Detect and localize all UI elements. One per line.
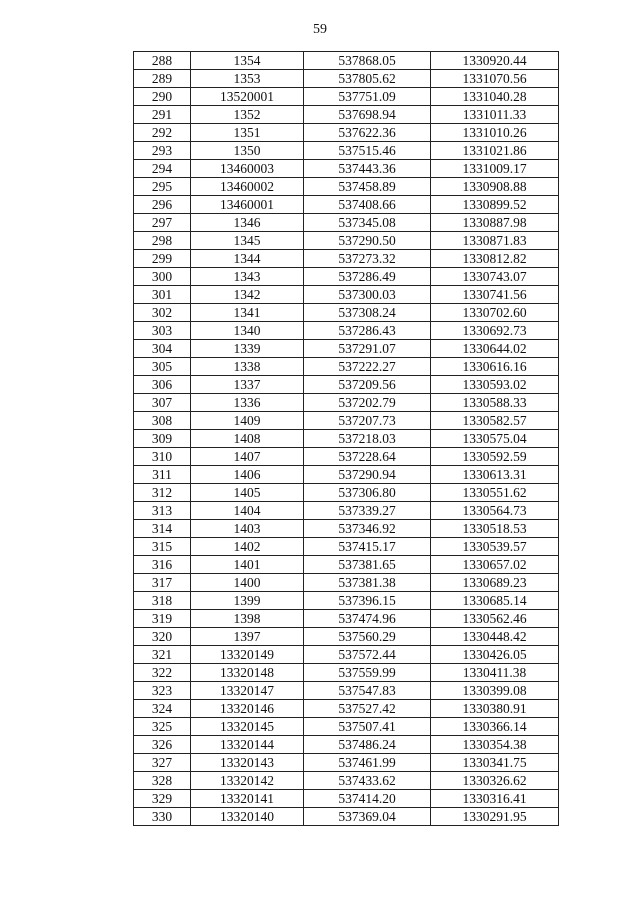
point-id-cell: 13320145 bbox=[191, 718, 304, 736]
y-coordinate-cell: 1330593.02 bbox=[431, 376, 559, 394]
point-id-cell: 1398 bbox=[191, 610, 304, 628]
y-coordinate-cell: 1330899.52 bbox=[431, 196, 559, 214]
x-coordinate-cell: 537209.56 bbox=[304, 376, 431, 394]
point-id-cell: 13320144 bbox=[191, 736, 304, 754]
y-coordinate-cell: 1331021.86 bbox=[431, 142, 559, 160]
x-coordinate-cell: 537286.49 bbox=[304, 268, 431, 286]
row-number-cell: 290 bbox=[134, 88, 191, 106]
y-coordinate-cell: 1330692.73 bbox=[431, 322, 559, 340]
point-id-cell: 1401 bbox=[191, 556, 304, 574]
row-number-cell: 289 bbox=[134, 70, 191, 88]
table-row bbox=[134, 142, 559, 160]
row-number-cell: 308 bbox=[134, 412, 191, 430]
row-number-cell: 324 bbox=[134, 700, 191, 718]
table-row bbox=[134, 538, 559, 556]
point-id-cell: 13460001 bbox=[191, 196, 304, 214]
row-number-cell: 327 bbox=[134, 754, 191, 772]
x-coordinate-cell: 537339.27 bbox=[304, 502, 431, 520]
row-number-cell: 312 bbox=[134, 484, 191, 502]
y-coordinate-cell: 1330399.08 bbox=[431, 682, 559, 700]
x-coordinate-cell: 537273.32 bbox=[304, 250, 431, 268]
point-id-cell: 1351 bbox=[191, 124, 304, 142]
y-coordinate-cell: 1331070.56 bbox=[431, 70, 559, 88]
x-coordinate-cell: 537381.38 bbox=[304, 574, 431, 592]
table-row bbox=[134, 88, 559, 106]
row-number-cell: 326 bbox=[134, 736, 191, 754]
x-coordinate-cell: 537396.15 bbox=[304, 592, 431, 610]
x-coordinate-cell: 537300.03 bbox=[304, 286, 431, 304]
y-coordinate-cell: 1331011.33 bbox=[431, 106, 559, 124]
table-row bbox=[134, 430, 559, 448]
point-id-cell: 1400 bbox=[191, 574, 304, 592]
x-coordinate-cell: 537507.41 bbox=[304, 718, 431, 736]
table-row bbox=[134, 394, 559, 412]
table-row bbox=[134, 664, 559, 682]
y-coordinate-cell: 1331009.17 bbox=[431, 160, 559, 178]
point-id-cell: 13460002 bbox=[191, 178, 304, 196]
y-coordinate-cell: 1330551.62 bbox=[431, 484, 559, 502]
table-row bbox=[134, 268, 559, 286]
row-number-cell: 296 bbox=[134, 196, 191, 214]
y-coordinate-cell: 1330613.31 bbox=[431, 466, 559, 484]
y-coordinate-cell: 1330588.33 bbox=[431, 394, 559, 412]
row-number-cell: 293 bbox=[134, 142, 191, 160]
x-coordinate-cell: 537228.64 bbox=[304, 448, 431, 466]
x-coordinate-cell: 537527.42 bbox=[304, 700, 431, 718]
y-coordinate-cell: 1330354.38 bbox=[431, 736, 559, 754]
coordinates-table bbox=[133, 51, 559, 826]
y-coordinate-cell: 1330562.46 bbox=[431, 610, 559, 628]
page-number: 59 bbox=[313, 22, 327, 37]
table-row bbox=[134, 754, 559, 772]
point-id-cell: 1397 bbox=[191, 628, 304, 646]
coordinates-table-body bbox=[134, 52, 559, 826]
point-id-cell: 13320143 bbox=[191, 754, 304, 772]
point-id-cell: 1342 bbox=[191, 286, 304, 304]
x-coordinate-cell: 537868.05 bbox=[304, 52, 431, 70]
table-row bbox=[134, 808, 559, 826]
table-row bbox=[134, 340, 559, 358]
point-id-cell: 1407 bbox=[191, 448, 304, 466]
point-id-cell: 13320140 bbox=[191, 808, 304, 826]
y-coordinate-cell: 1330426.05 bbox=[431, 646, 559, 664]
row-number-cell: 318 bbox=[134, 592, 191, 610]
x-coordinate-cell: 537486.24 bbox=[304, 736, 431, 754]
y-coordinate-cell: 1330689.23 bbox=[431, 574, 559, 592]
y-coordinate-cell: 1330887.98 bbox=[431, 214, 559, 232]
y-coordinate-cell: 1330644.02 bbox=[431, 340, 559, 358]
x-coordinate-cell: 537458.89 bbox=[304, 178, 431, 196]
row-number-cell: 310 bbox=[134, 448, 191, 466]
y-coordinate-cell: 1330564.73 bbox=[431, 502, 559, 520]
x-coordinate-cell: 537308.24 bbox=[304, 304, 431, 322]
point-id-cell: 1339 bbox=[191, 340, 304, 358]
row-number-cell: 306 bbox=[134, 376, 191, 394]
y-coordinate-cell: 1330908.88 bbox=[431, 178, 559, 196]
y-coordinate-cell: 1330616.16 bbox=[431, 358, 559, 376]
row-number-cell: 297 bbox=[134, 214, 191, 232]
x-coordinate-cell: 537560.29 bbox=[304, 628, 431, 646]
point-id-cell: 13460003 bbox=[191, 160, 304, 178]
y-coordinate-cell: 1330741.56 bbox=[431, 286, 559, 304]
x-coordinate-cell: 537222.27 bbox=[304, 358, 431, 376]
table-row bbox=[134, 178, 559, 196]
row-number-cell: 305 bbox=[134, 358, 191, 376]
x-coordinate-cell: 537286.43 bbox=[304, 322, 431, 340]
row-number-cell: 288 bbox=[134, 52, 191, 70]
row-number-cell: 329 bbox=[134, 790, 191, 808]
x-coordinate-cell: 537515.46 bbox=[304, 142, 431, 160]
y-coordinate-cell: 1330812.82 bbox=[431, 250, 559, 268]
row-number-cell: 299 bbox=[134, 250, 191, 268]
table-row bbox=[134, 124, 559, 142]
x-coordinate-cell: 537290.94 bbox=[304, 466, 431, 484]
table-row bbox=[134, 376, 559, 394]
x-coordinate-cell: 537369.04 bbox=[304, 808, 431, 826]
x-coordinate-cell: 537207.73 bbox=[304, 412, 431, 430]
row-number-cell: 314 bbox=[134, 520, 191, 538]
row-number-cell: 292 bbox=[134, 124, 191, 142]
table-row bbox=[134, 646, 559, 664]
x-coordinate-cell: 537559.99 bbox=[304, 664, 431, 682]
point-id-cell: 1354 bbox=[191, 52, 304, 70]
row-number-cell: 328 bbox=[134, 772, 191, 790]
y-coordinate-cell: 1331040.28 bbox=[431, 88, 559, 106]
y-coordinate-cell: 1330341.75 bbox=[431, 754, 559, 772]
point-id-cell: 1353 bbox=[191, 70, 304, 88]
row-number-cell: 301 bbox=[134, 286, 191, 304]
point-id-cell: 1408 bbox=[191, 430, 304, 448]
table-row bbox=[134, 448, 559, 466]
table-row bbox=[134, 718, 559, 736]
y-coordinate-cell: 1330743.07 bbox=[431, 268, 559, 286]
point-id-cell: 13320141 bbox=[191, 790, 304, 808]
x-coordinate-cell: 537751.09 bbox=[304, 88, 431, 106]
y-coordinate-cell: 1330518.53 bbox=[431, 520, 559, 538]
x-coordinate-cell: 537572.44 bbox=[304, 646, 431, 664]
point-id-cell: 1337 bbox=[191, 376, 304, 394]
y-coordinate-cell: 1330685.14 bbox=[431, 592, 559, 610]
row-number-cell: 309 bbox=[134, 430, 191, 448]
point-id-cell: 1343 bbox=[191, 268, 304, 286]
row-number-cell: 316 bbox=[134, 556, 191, 574]
table-row bbox=[134, 790, 559, 808]
row-number-cell: 311 bbox=[134, 466, 191, 484]
y-coordinate-cell: 1331010.26 bbox=[431, 124, 559, 142]
point-id-cell: 1338 bbox=[191, 358, 304, 376]
point-id-cell: 1341 bbox=[191, 304, 304, 322]
point-id-cell: 1350 bbox=[191, 142, 304, 160]
table-row bbox=[134, 610, 559, 628]
table-row bbox=[134, 214, 559, 232]
x-coordinate-cell: 537461.99 bbox=[304, 754, 431, 772]
point-id-cell: 1409 bbox=[191, 412, 304, 430]
row-number-cell: 319 bbox=[134, 610, 191, 628]
x-coordinate-cell: 537415.17 bbox=[304, 538, 431, 556]
table-row bbox=[134, 592, 559, 610]
y-coordinate-cell: 1330575.04 bbox=[431, 430, 559, 448]
x-coordinate-cell: 537346.92 bbox=[304, 520, 431, 538]
point-id-cell: 13320147 bbox=[191, 682, 304, 700]
y-coordinate-cell: 1330366.14 bbox=[431, 718, 559, 736]
table-row bbox=[134, 358, 559, 376]
point-id-cell: 1336 bbox=[191, 394, 304, 412]
x-coordinate-cell: 537345.08 bbox=[304, 214, 431, 232]
y-coordinate-cell: 1330448.42 bbox=[431, 628, 559, 646]
point-id-cell: 1402 bbox=[191, 538, 304, 556]
y-coordinate-cell: 1330539.57 bbox=[431, 538, 559, 556]
row-number-cell: 313 bbox=[134, 502, 191, 520]
x-coordinate-cell: 537622.36 bbox=[304, 124, 431, 142]
y-coordinate-cell: 1330920.44 bbox=[431, 52, 559, 70]
table-row bbox=[134, 502, 559, 520]
point-id-cell: 1406 bbox=[191, 466, 304, 484]
row-number-cell: 323 bbox=[134, 682, 191, 700]
x-coordinate-cell: 537547.83 bbox=[304, 682, 431, 700]
x-coordinate-cell: 537433.62 bbox=[304, 772, 431, 790]
x-coordinate-cell: 537805.62 bbox=[304, 70, 431, 88]
y-coordinate-cell: 1330411.38 bbox=[431, 664, 559, 682]
table-row bbox=[134, 700, 559, 718]
x-coordinate-cell: 537698.94 bbox=[304, 106, 431, 124]
point-id-cell: 1399 bbox=[191, 592, 304, 610]
table-row bbox=[134, 196, 559, 214]
row-number-cell: 325 bbox=[134, 718, 191, 736]
x-coordinate-cell: 537408.66 bbox=[304, 196, 431, 214]
row-number-cell: 330 bbox=[134, 808, 191, 826]
table-row bbox=[134, 250, 559, 268]
table-row bbox=[134, 556, 559, 574]
x-coordinate-cell: 537381.65 bbox=[304, 556, 431, 574]
table-row bbox=[134, 304, 559, 322]
table-row bbox=[134, 682, 559, 700]
table-row bbox=[134, 484, 559, 502]
point-id-cell: 1345 bbox=[191, 232, 304, 250]
row-number-cell: 304 bbox=[134, 340, 191, 358]
x-coordinate-cell: 537290.50 bbox=[304, 232, 431, 250]
point-id-cell: 13320149 bbox=[191, 646, 304, 664]
point-id-cell: 1403 bbox=[191, 520, 304, 538]
table-row bbox=[134, 574, 559, 592]
x-coordinate-cell: 537306.80 bbox=[304, 484, 431, 502]
table-row bbox=[134, 772, 559, 790]
y-coordinate-cell: 1330326.62 bbox=[431, 772, 559, 790]
table-row bbox=[134, 106, 559, 124]
x-coordinate-cell: 537443.36 bbox=[304, 160, 431, 178]
row-number-cell: 303 bbox=[134, 322, 191, 340]
x-coordinate-cell: 537218.03 bbox=[304, 430, 431, 448]
y-coordinate-cell: 1330380.91 bbox=[431, 700, 559, 718]
row-number-cell: 300 bbox=[134, 268, 191, 286]
point-id-cell: 13320146 bbox=[191, 700, 304, 718]
table-row bbox=[134, 628, 559, 646]
point-id-cell: 1404 bbox=[191, 502, 304, 520]
row-number-cell: 294 bbox=[134, 160, 191, 178]
row-number-cell: 291 bbox=[134, 106, 191, 124]
point-id-cell: 13320148 bbox=[191, 664, 304, 682]
row-number-cell: 321 bbox=[134, 646, 191, 664]
x-coordinate-cell: 537291.07 bbox=[304, 340, 431, 358]
row-number-cell: 298 bbox=[134, 232, 191, 250]
point-id-cell: 1340 bbox=[191, 322, 304, 340]
point-id-cell: 1405 bbox=[191, 484, 304, 502]
table-row bbox=[134, 70, 559, 88]
x-coordinate-cell: 537202.79 bbox=[304, 394, 431, 412]
row-number-cell: 302 bbox=[134, 304, 191, 322]
row-number-cell: 295 bbox=[134, 178, 191, 196]
table-row bbox=[134, 322, 559, 340]
y-coordinate-cell: 1330592.59 bbox=[431, 448, 559, 466]
row-number-cell: 315 bbox=[134, 538, 191, 556]
row-number-cell: 307 bbox=[134, 394, 191, 412]
point-id-cell: 1344 bbox=[191, 250, 304, 268]
y-coordinate-cell: 1330871.83 bbox=[431, 232, 559, 250]
y-coordinate-cell: 1330291.95 bbox=[431, 808, 559, 826]
table-row bbox=[134, 232, 559, 250]
table-row bbox=[134, 412, 559, 430]
y-coordinate-cell: 1330582.57 bbox=[431, 412, 559, 430]
point-id-cell: 1352 bbox=[191, 106, 304, 124]
y-coordinate-cell: 1330316.41 bbox=[431, 790, 559, 808]
table-row bbox=[134, 736, 559, 754]
x-coordinate-cell: 537474.96 bbox=[304, 610, 431, 628]
table-row bbox=[134, 286, 559, 304]
y-coordinate-cell: 1330702.60 bbox=[431, 304, 559, 322]
point-id-cell: 13320142 bbox=[191, 772, 304, 790]
point-id-cell: 13520001 bbox=[191, 88, 304, 106]
row-number-cell: 320 bbox=[134, 628, 191, 646]
x-coordinate-cell: 537414.20 bbox=[304, 790, 431, 808]
point-id-cell: 1346 bbox=[191, 214, 304, 232]
table-row bbox=[134, 466, 559, 484]
y-coordinate-cell: 1330657.02 bbox=[431, 556, 559, 574]
row-number-cell: 317 bbox=[134, 574, 191, 592]
row-number-cell: 322 bbox=[134, 664, 191, 682]
table-row bbox=[134, 160, 559, 178]
table-row bbox=[134, 52, 559, 70]
table-row bbox=[134, 520, 559, 538]
